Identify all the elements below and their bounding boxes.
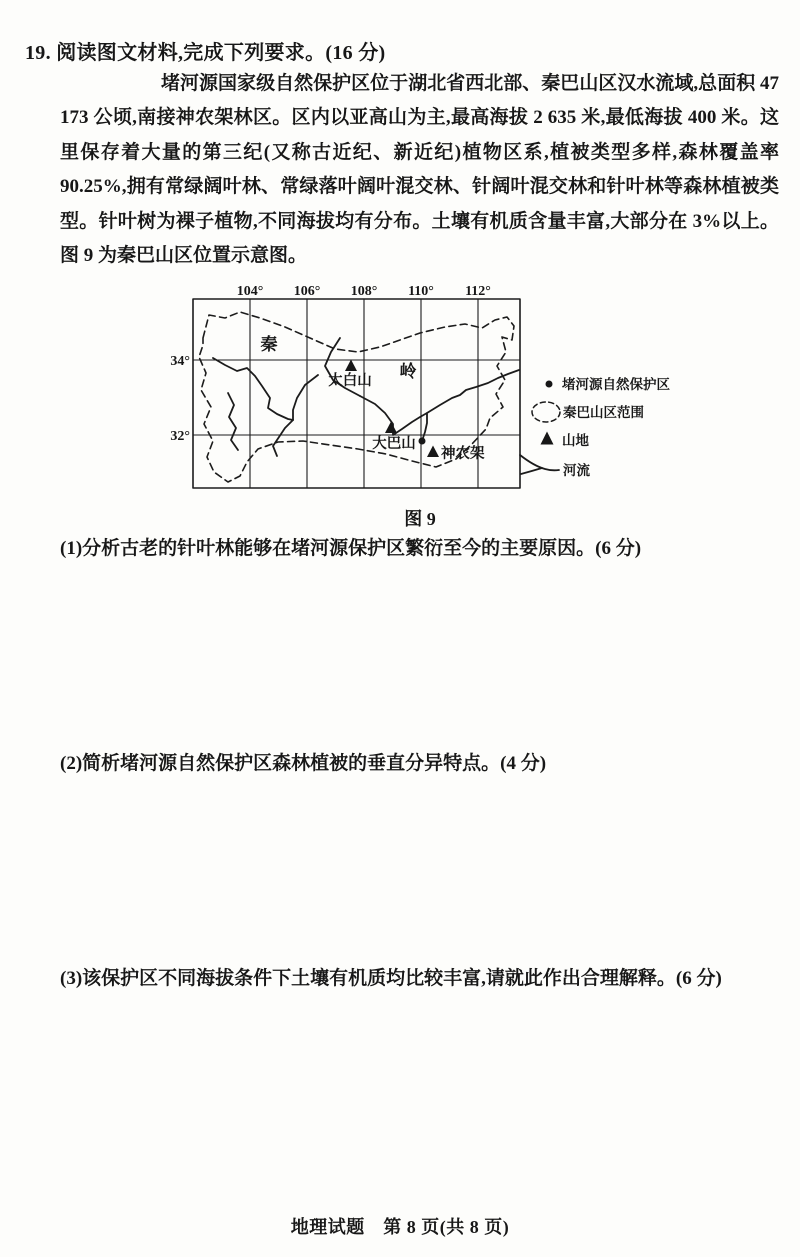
lon-tick-110: 110°	[408, 284, 434, 299]
river-paths	[213, 338, 519, 456]
lon-tick-106: 106°	[293, 284, 321, 299]
duheyuan-reserve-dot-icon	[419, 438, 426, 445]
legend-label-region: 秦巴山区范围	[563, 405, 644, 420]
qinling-label-qin: 秦	[260, 335, 278, 354]
legend-dashed-ellipse-icon	[532, 402, 560, 422]
legend-label-reserve: 堵河源自然保护区	[562, 377, 670, 392]
material-paragraph: 堵河源国家级自然保护区位于湖北省西北部、秦巴山区汉水流域,总面积 47 173 公顷,南接神农架林区。区内以亚高山为主,最高海拔 2 635 米,最低海拔 400 米。这里保存着大量的第三纪(又称古近纪、新近纪)植物区系,植被类型多样,森林覆盖率 90.25%,拥有常绿阔叶林、常绿落叶阔叶混交林、针阔叶混交林和针叶林等森林植被类型。针叶树为裸子植物,不同海拔均有分布。土壤有机质含量丰富,大部分在 3%以上。图 9 为秦巴山区位置示意图。	[60, 73, 779, 267]
lon-tick-104: 104°	[236, 284, 264, 299]
legend-triangle-icon	[541, 432, 554, 445]
sub-question-3: (3)该保护区不同海拔条件下土壤有机质均比较丰富,请就此作出合理解释。(6 分)	[60, 968, 722, 989]
daba-mountain-label: 大巴山	[372, 436, 416, 452]
legend-label-mountain: 山地	[562, 433, 589, 448]
lat-tick-32: 32°	[170, 429, 190, 444]
legend-dot-icon	[546, 381, 553, 388]
qinling-label-ling: 岭	[399, 362, 417, 381]
daba-mountain-icon	[385, 422, 397, 434]
sub-question-2: (2)简析堵河源自然保护区森林植被的垂直分异特点。(4 分)	[60, 753, 547, 774]
question-number-header: 19. 阅读图文材料,完成下列要求。(16 分)	[25, 42, 386, 64]
taibai-mountain-label: 太白山	[328, 373, 372, 389]
shennongjia-mountain-label: 神农架	[441, 446, 485, 462]
legend-river-icon	[520, 455, 559, 474]
lat-tick-34: 34°	[170, 354, 190, 369]
page-footer: 地理试题 第 8 页(共 8 页)	[290, 1217, 510, 1237]
map-legend	[520, 376, 670, 478]
taibai-mountain-icon	[345, 360, 357, 372]
qinba-map-svg	[160, 283, 705, 505]
figure-caption: 图 9	[404, 509, 436, 529]
legend-label-river: 河流	[563, 463, 590, 478]
lon-tick-108: 108°	[350, 284, 378, 299]
sub-question-1: (1)分析古老的针叶林能够在堵河源保护区繁衍至今的主要原因。(6 分)	[60, 538, 642, 559]
lon-tick-112: 112°	[465, 284, 491, 299]
shennongjia-mountain-icon	[427, 446, 439, 458]
figure-map	[160, 283, 705, 505]
